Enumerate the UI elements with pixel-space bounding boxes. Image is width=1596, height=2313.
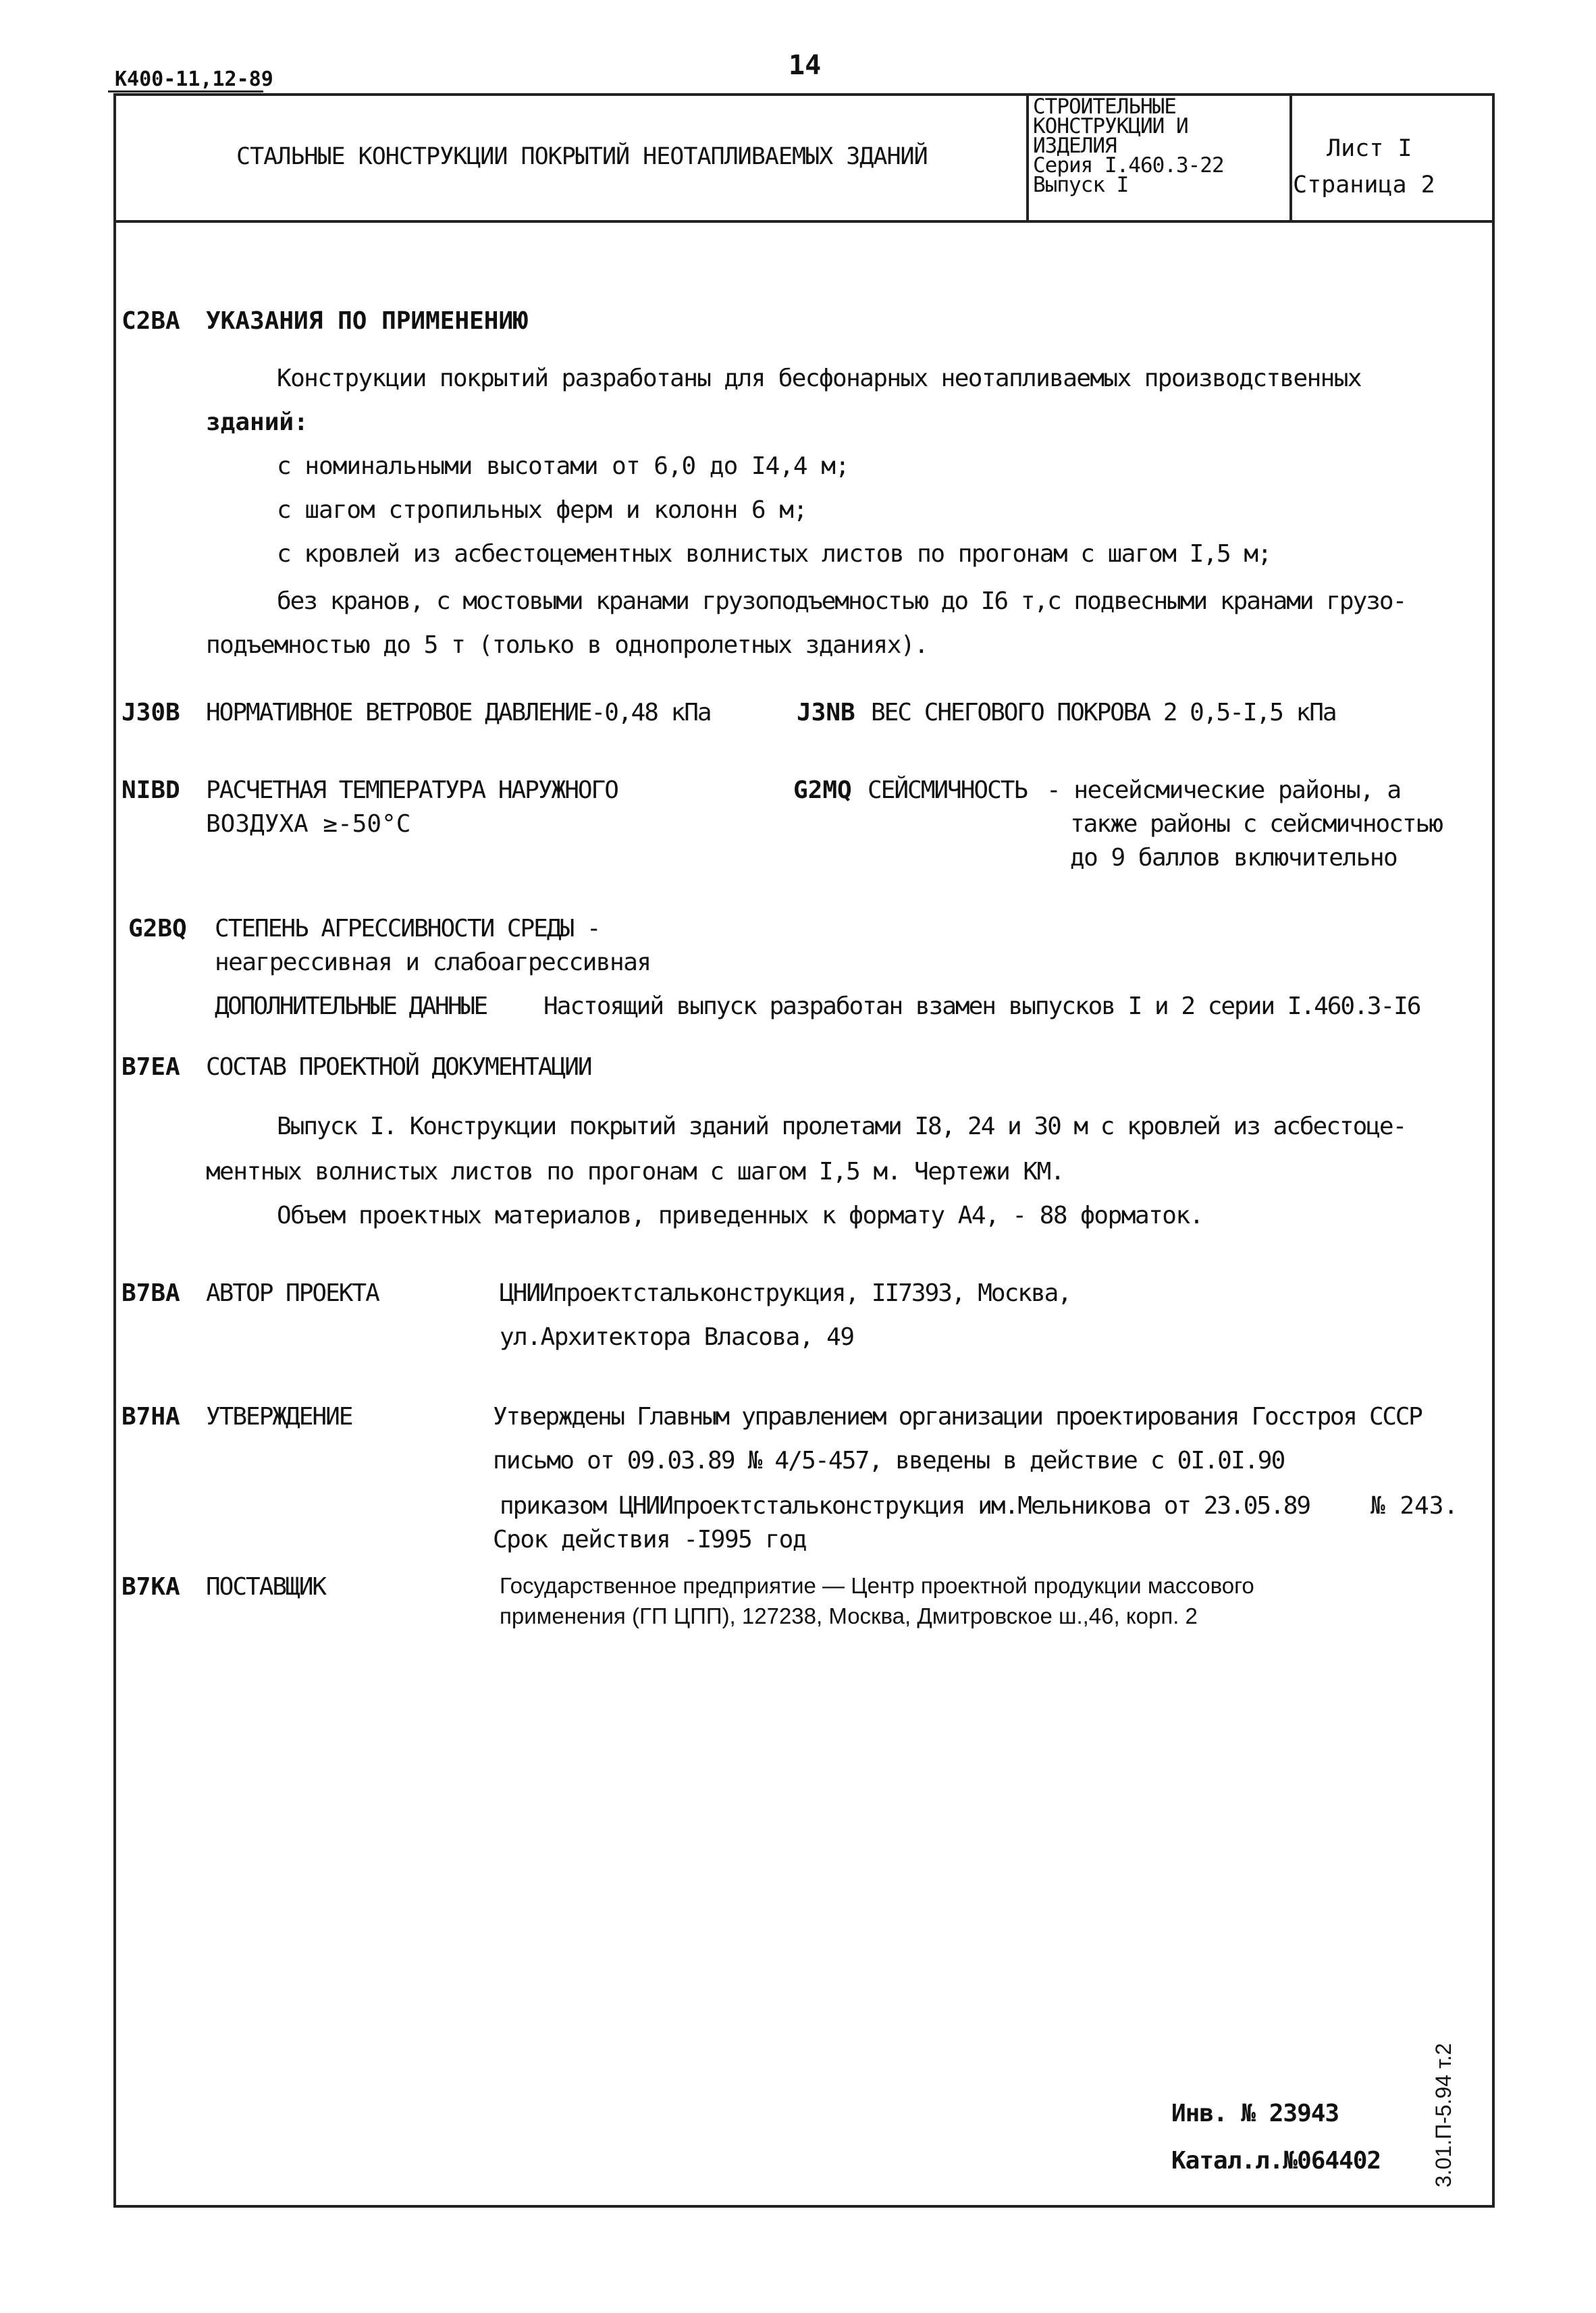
approval-line-2: письмо от 09.03.89 № 4/5-457, введены в действие с 0I.0I.90 — [493, 1447, 1285, 1474]
section-code-c2ba: C2BA — [122, 307, 180, 335]
b7ea-line-3: Объем проектных материалов, приведенных к формату А4, - 88 форматок. — [277, 1202, 1203, 1229]
section-code-n1bd: NIBD — [122, 776, 180, 804]
additional-data-text: Настоящий выпуск разработан взамен выпусков I и 2 серии I.460.3-I6 — [543, 992, 1420, 1020]
doc-code: К400-11,12-89 — [115, 68, 273, 91]
category-line: СТРОИТЕЛЬНЫЕ — [1033, 95, 1176, 119]
category-line: ИЗДЕЛИЯ — [1033, 134, 1117, 158]
section-code-b7ha: B7HA — [122, 1403, 180, 1431]
header-divider-2 — [1289, 93, 1292, 223]
approval-line-4: Срок действия -I995 год — [493, 1526, 806, 1553]
b7ea-line-2: ментных волнистых листов по прогонам с шагом I,5 м. Чертежи КМ. — [206, 1158, 1064, 1186]
doc-code-underline — [108, 90, 263, 92]
header-bottom-line — [113, 220, 1495, 223]
section-code-g2mq: G2MQ — [793, 776, 852, 804]
approval-line-3: приказом ЦНИИпроектстальконструкция им.Мельникова от 23.05.89 — [500, 1492, 1310, 1520]
seismicity-line-1: - несейсмические районы, а — [1046, 776, 1401, 804]
section-code-b7ka: B7KA — [122, 1573, 180, 1601]
approval-order-number: № 243. — [1371, 1492, 1459, 1520]
document-title: СТАЛЬНЫЕ КОНСТРУКЦИИ ПОКРЫТИЙ НЕОТАПЛИВАЕМЫХ ЗДАНИЙ — [236, 143, 928, 170]
seismicity-line-2: также районы с сейсмичностью — [1070, 810, 1442, 838]
author-line-1: ЦНИИпроектстальконструкция, II7393, Москва, — [500, 1279, 1071, 1307]
header-divider-1 — [1026, 93, 1029, 223]
supplier-label: ПОСТАВЩИК — [206, 1573, 326, 1601]
section-code-j30b: J30B — [122, 699, 180, 726]
c2ba-item-4b: подъемностью до 5 т (только в однопролетных зданиях). — [206, 631, 928, 659]
c2ba-intro-1: Конструкции покрытий разработаны для бесфонарных неотапливаемых производственных — [277, 365, 1361, 392]
page-label: Страница 2 — [1293, 171, 1435, 198]
author-label: АВТОР ПРОЕКТА — [206, 1279, 379, 1307]
section-title-b7ea: СОСТАВ ПРОЕКТНОЙ ДОКУМЕНТАЦИИ — [206, 1053, 591, 1081]
seismicity-line-3: до 9 баллов включительно — [1070, 844, 1398, 872]
supplier-line-2: применения (ГП ЦПП), 127238, Москва, Дмитровское ш.,46, корп. 2 — [500, 1603, 1198, 1628]
c2ba-item-4a: без кранов, с мостовыми кранами грузоподъемностью до I6 т,с подвесными кранами грузо- — [277, 587, 1406, 615]
category-line: КОНСТРУКЦИИ И — [1033, 114, 1188, 138]
issue-line: Выпуск I — [1033, 173, 1129, 197]
catalog-number: Катал.л.№064402 — [1171, 2147, 1381, 2175]
section-title-c2ba: УКАЗАНИЯ ПО ПРИМЕНЕНИЮ — [206, 307, 528, 335]
c2ba-item-3: с кровлей из асбестоцементных волнистых листов по прогонам с шагом I,5 м; — [277, 540, 1271, 568]
wind-pressure: НОРМАТИВНОЕ ВЕТРОВОЕ ДАВЛЕНИЕ-0,48 кПа — [206, 699, 711, 726]
approval-line-1: Утверждены Главным управлением организации проектирования Госстроя СССР — [493, 1403, 1422, 1431]
category-block — [1033, 97, 1224, 195]
design-temperature-1: РАСЧЕТНАЯ ТЕМПЕРАТУРА НАРУЖНОГО — [206, 776, 618, 804]
additional-data-label: ДОПОЛНИТЕЛЬНЫЕ ДАННЫЕ — [215, 992, 487, 1020]
author-line-2: ул.Архитектора Власова, 49 — [500, 1323, 854, 1351]
supplier-line-1: Государственное предприятие — Центр проектной продукции массового — [500, 1573, 1254, 1598]
c2ba-intro-2: зданий: — [206, 408, 309, 436]
aggressiveness-1: СТЕПЕНЬ АГРЕССИВНОСТИ СРЕДЫ - — [215, 915, 600, 942]
section-code-j3nb: J3NB — [797, 699, 855, 726]
b7ea-line-1: Выпуск I. Конструкции покрытий зданий пролетами I8, 24 и 30 м с кровлей из асбестоце- — [277, 1113, 1406, 1140]
design-temperature-2: ВОЗДУХА ≥-50°С — [206, 810, 411, 838]
section-code-b7ba: B7BA — [122, 1279, 180, 1307]
sheet-label: Лист I — [1327, 135, 1412, 162]
series-line: Серия I.460.3-22 — [1033, 153, 1224, 178]
side-code: 3.01.П-5.94 т.2 — [1431, 2043, 1456, 2187]
inventory-number: Инв. № 23943 — [1171, 2100, 1339, 2127]
aggressiveness-2: неагрессивная и слабоагрессивная — [215, 949, 651, 976]
section-code-g2bq: G2BQ — [128, 915, 187, 942]
page-number: 14 — [789, 50, 822, 81]
snow-load: ВЕС СНЕГОВОГО ПОКРОВА 2 0,5-I,5 кПа — [871, 699, 1336, 726]
c2ba-item-1: с номинальными высотами от 6,0 до I4,4 м; — [277, 452, 849, 480]
c2ba-item-2: с шагом стропильных ферм и колонн 6 м; — [277, 496, 807, 524]
page-frame — [113, 93, 1495, 2208]
seismicity-label: СЕЙСМИЧНОСТЬ — [868, 776, 1028, 804]
section-code-b7ea: B7EA — [122, 1053, 180, 1081]
approval-label: УТВЕРЖДЕНИЕ — [206, 1403, 352, 1431]
